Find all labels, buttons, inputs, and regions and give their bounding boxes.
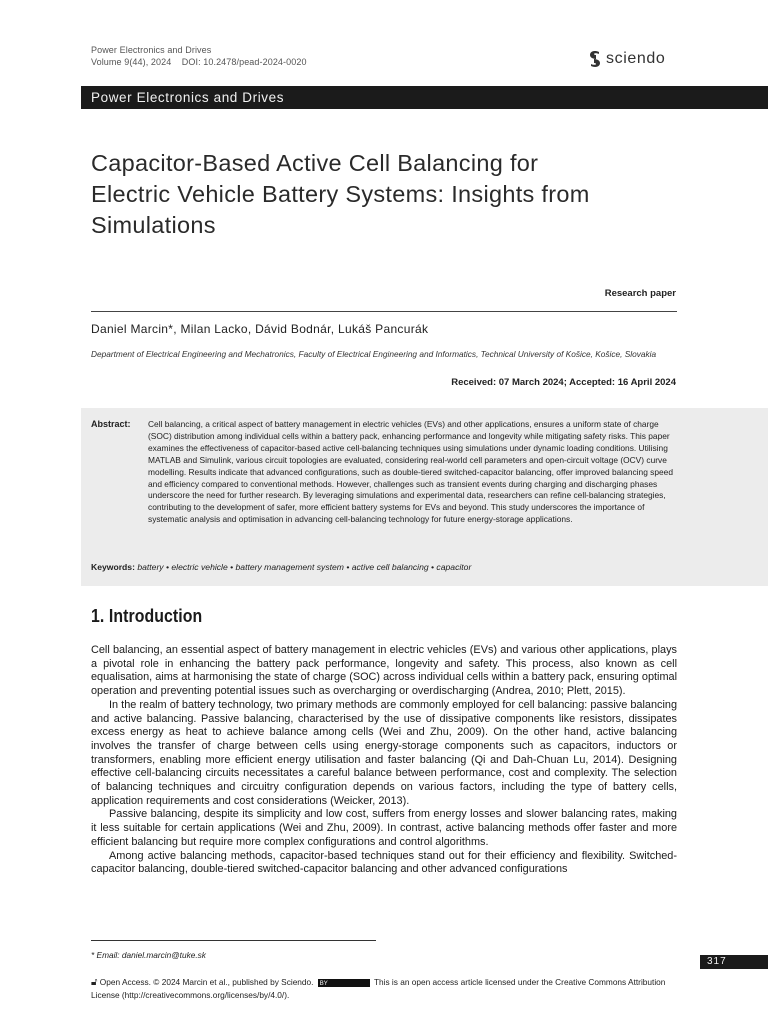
keywords-list: battery • electric vehicle • battery management system • active cell balancing • capacitor	[137, 562, 472, 572]
abstract-text: Cell balancing, a critical aspect of battery management in electric vehicles (EVs) and other applications, ensures a uniform state of charge (SOC) distribution among individual cells within a battery pack, enhancing performance and longevity while mitigating safety risks. This paper examines the effectiveness of capacitor-based active cell-balancing techniques using simulations under dynamic loading conditions. Utilising MATLAB and Simulink, various circuit topologies are evaluated, considering real-world cell parameters and open-circuit voltage (OCV) curve modelling. Results indicate that advanced configurations, such as double-tiered switched-capacitor balancing, offer improved balancing speed and efficiency compared to conventional methods. However, challenges such as transient events during charging and discharging phases underscore the need for further research. By leveraging simulations and experimental data, researchers can refine cell-balancing strategies, contributing to the development of safer, more efficient battery systems for EVs and beyond. This study underscores the importance of systematic analysis and optimisation in advancing cell-balancing technology for future energy-storage applications.	[148, 419, 673, 525]
received-accepted-dates: Received: 07 March 2024; Accepted: 16 April 2024	[451, 377, 676, 388]
paragraph: Passive balancing, despite its simplicity and low cost, suffers from energy losses and slower balancing rates, making it less suitable for certain applications (Wei and Zhu, 2009). In contrast, active balancing methods offer faster and more efficient balancing but require more complex configurations and control algorithms.	[91, 808, 677, 848]
footnote-rule	[91, 940, 376, 941]
volume: Volume 9(44), 2024	[91, 57, 172, 67]
sciendo-logo[interactable]	[588, 49, 665, 69]
footnote-email[interactable]: * Email: daniel.marcin@tuke.sk	[91, 950, 206, 960]
cc-by-badge-icon[interactable]	[318, 979, 370, 987]
article-type: Research paper	[604, 288, 676, 299]
license-notice	[91, 976, 681, 1001]
band-journal-title: Power Electronics and Drives	[91, 90, 285, 105]
abstract-label: Abstract:	[91, 419, 131, 429]
abstract-box	[81, 408, 768, 586]
keywords-label: Keywords:	[91, 562, 135, 572]
divider	[91, 311, 677, 312]
sciendo-s-icon	[588, 49, 602, 69]
paragraph: Among active balancing methods, capacitor-based techniques stand out for their efficiency and flexibility. Switched-capacitor balancing, double-tiered switched-capacitor balancing and other advanced configurations	[91, 849, 677, 876]
volume-doi-line	[91, 56, 307, 68]
title-line-1: Capacitor-Based Active Cell Balancing for	[91, 150, 539, 176]
page-number: 317	[707, 956, 727, 967]
license-prefix: Open Access. © 2024 Marcin et al., published by Sciendo.	[99, 977, 314, 987]
body-text	[91, 644, 677, 877]
publisher-name: sciendo	[606, 50, 666, 67]
cc-badge-text: BY	[319, 980, 328, 987]
section-heading: 1. Introduction	[91, 606, 203, 626]
journal-band	[81, 86, 768, 109]
license-suffix[interactable]: This is an open access article licensed under the Creative Commons Attribution License (http://creativecommons.org/licenses/by/4.0/).	[91, 977, 666, 1000]
keywords	[91, 562, 471, 572]
title-line-3: Simulations	[91, 212, 216, 238]
page-number-tab	[700, 955, 768, 969]
affiliation: Department of Electrical Engineering and Mechatronics, Faculty of Electrical Engineering and Informatics, Technical University of Košice, Košice, Slovakia	[91, 349, 657, 359]
doi[interactable]: DOI: 10.2478/pead-2024-0020	[181, 57, 307, 67]
article-title	[91, 148, 691, 241]
title-line-2: Electric Vehicle Battery Systems: Insights from	[91, 181, 590, 207]
paragraph: In the realm of battery technology, two primary methods are commonly employed for cell balancing: passive balancing and active balancing. Passive balancing, characterised by the use of dissipative components like resistors, dissipates excess energy as heat to achieve balance among cells (Wei and Zhu, 2009). On the other hand, active balancing involves the transfer of charge between cells using energy-storage components such as capacitors, inductors or transformers, enabling more efficient energy utilisation and faster balancing (Qi and Dah-Chuan Lu, 2014). Designing effective cell-balancing circuits necessitates a careful balance between performance, cost and complexity. The selection of balancing techniques and circuitry configuration depends on various factors, including the type of battery cells, application requirements and cost considerations (Weicker, 2013).	[91, 698, 677, 807]
author-list: Daniel Marcin*, Milan Lacko, Dávid Bodnár, Lukáš Pancurák	[91, 322, 429, 336]
paragraph: Cell balancing, an essential aspect of battery management in electric vehicles (EVs) and various other applications, plays a pivotal role in enhancing the battery pack performance, longevity and safety. This process, also known as cell equalisation, aims at harmonising the state of charge (SOC) across individual cells within a battery pack, ensuring optimal operation and preventing potential issues such as overcharging or overdischarging (Andrea, 2010; Plett, 2015).	[91, 644, 677, 698]
journal-name: Power Electronics and Drives	[91, 45, 212, 55]
open-access-icon: 🔓︎	[91, 977, 98, 988]
